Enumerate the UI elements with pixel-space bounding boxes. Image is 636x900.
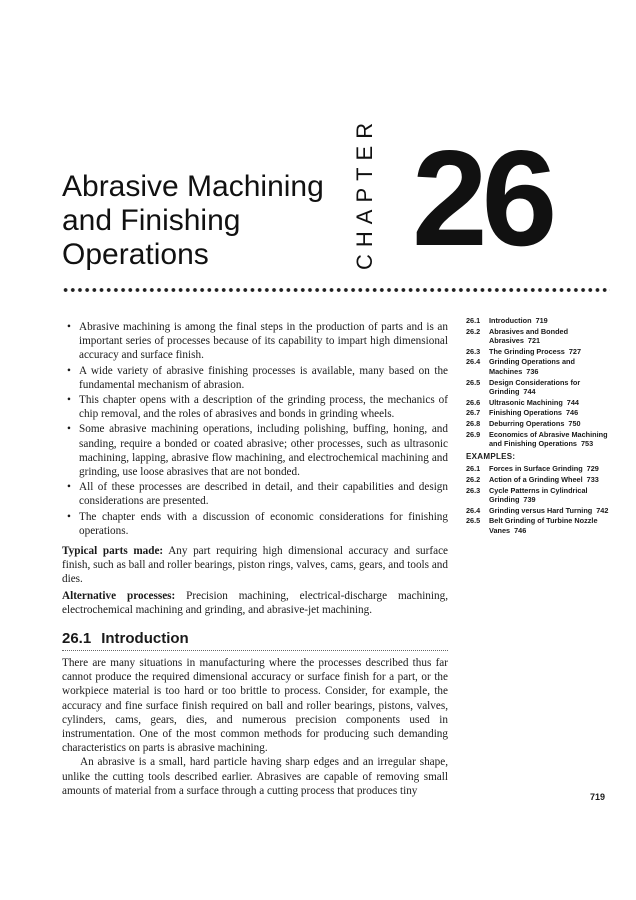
toc-entry-page: 721 [527,336,541,346]
toc-entry [466,357,610,376]
bullet-icon: • [67,481,71,494]
toc-entry [466,475,610,485]
toc-entry-title [489,378,610,397]
toc-entry [466,506,610,516]
toc-entry-number: 26.9 [466,429,481,439]
toc-entry-page: 744 [523,387,536,397]
alternative-processes-label: Alternative processes: [62,589,176,602]
toc-entry [466,516,610,535]
toc-entry [466,464,610,474]
toc-entry-page: 739 [523,495,536,505]
toc-entry-title [489,347,610,357]
dotted-divider [62,287,610,293]
toc-entry [466,316,610,326]
section-divider [62,650,448,651]
overview-bullet [62,364,448,392]
section-number: 26.1 [62,630,92,647]
toc-entry-title-text: Finishing Operations [489,408,562,418]
toc-entry-title [489,506,610,516]
toc-entry-title-text: Design Considerations for Grinding [489,377,581,397]
toc-entry [466,419,610,429]
toc-entry [466,378,610,397]
toc-entry-title-text: Grinding versus Hard Turning [489,505,593,515]
typical-parts-text: Any part requiring high dimensional accuracy and surface finish, such as ball and roller bearings, piston rings, valves, cams, gears, and tools and dies. [62,545,448,586]
toc-example-list [466,464,610,535]
overview-bullet [62,320,448,363]
toc-entry-title [489,464,610,474]
toc-entry [466,347,610,357]
section-title: Introduction [101,630,189,647]
bullet-icon: • [67,364,71,377]
toc-entry-title [489,516,610,535]
body-paragraph: There are many situations in manufacturing where the processes described thus far cannot produce the required dimensional accuracy or surface finish for a part, or the workpiece material is too hard or too brittle to process. Consider, for example, the accuracy and fine surface finish required on ball and roller bearings, pistons, valves, cylinders, cams, gears, dies, and numerous precision components used in instrumentation. One of the most common methods for producing such demanding characteristics on parts is abrasive machining. [62,657,448,755]
toc-section-list [466,316,610,449]
toc-entry-number: 26.2 [466,474,481,484]
toc-entry-page: 719 [535,316,548,325]
toc-entry-title-text: Abrasives and Bonded Abrasives [489,326,569,346]
overview-bullet [62,510,448,538]
overview-bullet-list [62,320,448,538]
overview-bullet-text: Some abrasive machining operations, including polishing, buffing, honing, and sanding, require a bonded or coated abrasive; other processes, such as ultrasonic machining, lapping, abrasive flow machining, and electrochemical machining and grinding, use loose abrasives that are not bonded. [79,423,448,479]
chapter-contents [466,316,610,536]
toc-entry-title [489,408,610,418]
overview-bullet-text: All of these processes are described in detail, and their capabilities and design considerations are presented. [79,481,448,508]
overview-bullet [62,393,448,421]
chapter-number: 26 [412,122,552,274]
toc-entry-page: 727 [568,346,582,356]
toc-entry-number: 26.1 [466,464,481,474]
toc-entry-number: 26.4 [466,357,481,367]
toc-entry-number: 26.5 [466,516,481,526]
toc-entry-number: 26.3 [466,485,481,495]
toc-entry-title [489,486,610,505]
toc-entry-page: 744 [566,397,579,407]
toc-entry-page: 750 [568,418,581,428]
toc-entry-page: 733 [586,474,599,484]
chapter-title-line: Abrasive Machining [62,170,324,203]
toc-entry-title [489,357,610,376]
examples-heading: EXAMPLES: [466,451,516,461]
toc-entry-title-text: Cycle Patterns in Cylindrical Grinding [489,485,588,505]
bullet-icon: • [67,423,71,436]
toc-entry-title-text: The Grinding Process [489,346,565,356]
page-number: 719 [590,792,606,802]
toc-entry-page: 746 [514,525,527,535]
toc-entry-number: 26.6 [466,397,481,407]
section-body [62,656,448,798]
overview-bullet-text: A wide variety of abrasive finishing processes is available, many based on the fundamental mechanism of abrasion. [79,364,448,391]
chapter-title-line: Operations [62,238,209,271]
toc-entry [466,486,610,505]
typical-parts-label: Typical parts made: [62,545,164,558]
toc-entry-page: 729 [586,464,599,474]
toc-entry-page: 742 [596,505,609,515]
overview-bullet [62,422,448,479]
overview-bullet-text: The chapter ends with a discussion of economic considerations for finishing operations. [79,510,448,537]
toc-entry [466,430,610,449]
toc-entry-page: 753 [580,439,594,449]
toc-entry-number: 26.1 [466,316,481,325]
toc-entry-number: 26.7 [466,408,481,418]
overview-bullet [62,480,448,508]
alternative-processes [62,589,448,617]
toc-entry [466,327,610,346]
bullet-icon: • [67,510,71,523]
toc-entry-title [489,419,610,429]
typical-parts [62,544,448,587]
toc-entry-number: 26.3 [466,346,481,356]
alternative-processes-text: Precision machining, electrical-discharge machining, electrochemical machining and grinding, and abrasive-jet machining. [62,589,448,616]
toc-entry-title-text: Belt Grinding of Turbine Nozzle Vanes [489,516,598,535]
toc-entry-title [489,327,610,346]
chapter-title-line: and Finishing [62,204,241,237]
section-heading [62,630,189,647]
toc-entry-title-text: Economics of Abrasive Machining and Finishing Operations [489,429,608,449]
toc-entry-title-text: Introduction [489,316,532,325]
bullet-icon: • [67,394,71,407]
toc-entry-title [489,475,610,485]
chapter-label-text: CHAPTER [352,115,377,270]
toc-entry-title-text: Forces in Surface Grinding [489,464,583,474]
toc-entry-number: 26.4 [466,505,481,515]
toc-entry-title-text: Grinding Operations and Machines [489,357,575,376]
chapter-label [346,115,384,270]
toc-entry-title-text: Action of a Grinding Wheel [489,474,583,484]
toc-entry-title [489,430,610,449]
toc-entry-page: 736 [526,366,539,376]
toc-entry-number: 26.5 [466,377,481,387]
body-paragraph: An abrasive is a small, hard particle having sharp edges and an irregular shape, unlike the cutting tools described earlier. Abrasives are capable of removing small amounts of material from a surface through a cutting process that produces tiny [62,756,448,797]
toc-entry [466,398,610,408]
toc-entry-title [489,398,610,408]
overview-bullet-text: Abrasive machining is among the final steps in the production of parts and is an important series of processes because of its capability to impart high dimensional accuracy and surface finish. [79,321,448,362]
toc-entry-title-text: Ultrasonic Machining [489,397,563,407]
chapter-overview [62,320,448,617]
toc-entry [466,408,610,418]
toc-entry-title [489,316,610,326]
bullet-icon: • [67,321,71,333]
toc-entry-number: 26.2 [466,326,481,336]
chapter-title [62,170,352,272]
overview-bullet-text: This chapter opens with a description of the grinding process, the mechanics of chip removal, and the roles of abrasives and bonds in grinding wheels. [79,394,448,421]
toc-entry-page: 746 [565,408,579,418]
toc-entry-number: 26.8 [466,418,481,428]
toc-entry-title-text: Deburring Operations [489,418,565,428]
